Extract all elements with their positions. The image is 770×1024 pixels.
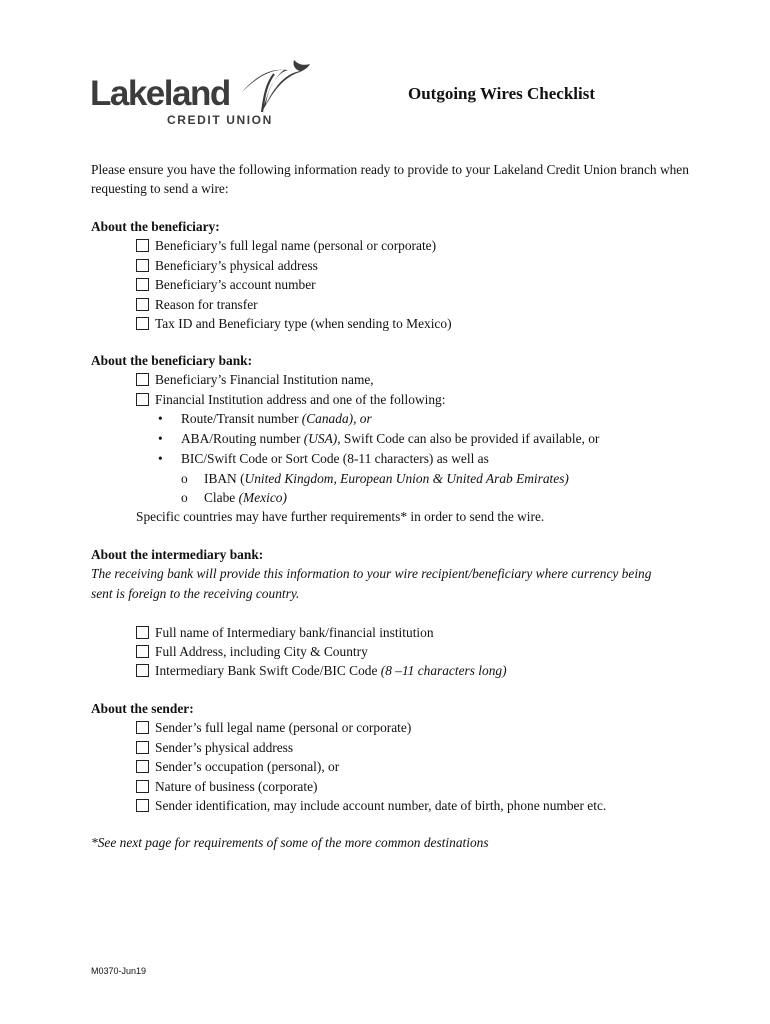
checklist-item — [91, 642, 711, 661]
bullet-text: Route/Transit number — [181, 411, 302, 427]
checklist-item — [91, 738, 711, 757]
bullet-text: ABA/Routing number — [181, 430, 304, 446]
checklist-item — [91, 295, 711, 314]
checklist-item — [91, 796, 711, 815]
checklist-item-label: Financial Institution address and one of the following: — [155, 391, 446, 407]
checklist-item-label: Beneficiary’s physical address — [155, 257, 318, 273]
page-title: Outgoing Wires Checklist — [408, 84, 596, 103]
checkbox[interactable] — [136, 393, 149, 406]
checklist-item-label: Nature of business (corporate) — [155, 778, 318, 794]
beneficiary-bank-section — [91, 351, 711, 527]
intermediary-description: The receiving bank will provide this information to your wire recipient/beneficiary where currency being sent is foreign to the receiving country. — [91, 566, 652, 601]
checkbox[interactable] — [136, 799, 149, 812]
checklist-item — [91, 370, 711, 389]
checkbox[interactable] — [136, 741, 149, 754]
beneficiary-heading: About the beneficiary: — [91, 219, 220, 234]
intermediary-bank-section — [91, 545, 711, 681]
checklist-item-label: Full Address, including City & Country — [155, 643, 368, 659]
sub-bullet-italic-text: (Mexico) — [238, 489, 287, 505]
checkbox[interactable] — [136, 259, 149, 272]
sender-heading: About the sender: — [91, 701, 194, 716]
checklist-item-label: Reason for transfer — [155, 296, 258, 312]
checklist-item — [91, 623, 711, 642]
checklist-item — [91, 236, 711, 255]
checklist-item-label: Sender’s physical address — [155, 739, 294, 755]
logo-subtitle: CREDIT UNION — [167, 113, 273, 127]
bullet-item — [91, 409, 711, 429]
intro-paragraph: Please ensure you have the following information ready to provide to your Lakeland Credit Union branch when requesting to send a wire: — [91, 162, 689, 197]
bullet-icon: • — [158, 450, 163, 466]
checkbox[interactable] — [136, 278, 149, 291]
beneficiary-section — [91, 217, 711, 333]
checklist-item-label: Beneficiary’s full legal name (personal or corporate) — [155, 238, 437, 254]
swan-swoosh-icon — [240, 58, 310, 116]
beneficiary-bank-heading: About the beneficiary bank: — [91, 353, 253, 368]
checklist-item — [91, 757, 711, 776]
sender-section — [91, 699, 711, 815]
checklist-item-label: Sender’s full legal name (personal or corporate) — [155, 720, 412, 736]
form-code: M0370-Jun19 — [91, 966, 147, 976]
bullet-icon: • — [158, 411, 163, 427]
bullet-rest-text: Swift Code can also be provided if available, or — [340, 430, 600, 446]
sub-bullet-italic-text: United Kingdom, European Union & United Arab Emirates) — [244, 470, 569, 486]
checkbox[interactable] — [136, 760, 149, 773]
checklist-item-label: Sender’s occupation (personal), or — [155, 759, 340, 775]
footnote: *See next page for requirements of some of the more common destinations — [91, 835, 489, 850]
lakeland-logo — [90, 58, 310, 130]
checkbox[interactable] — [136, 645, 149, 658]
checklist-item — [91, 390, 711, 409]
bullet-italic-text: (USA), — [303, 430, 341, 446]
checklist-item-label: Beneficiary’s account number — [155, 277, 316, 293]
sub-bullet-text: IBAN ( — [204, 470, 245, 486]
circle-bullet-icon: o — [181, 489, 188, 505]
checkbox[interactable] — [136, 373, 149, 386]
sub-bullet-text: Clabe — [204, 489, 239, 505]
checkbox[interactable] — [136, 780, 149, 793]
requirements-note: Specific countries may have further requirements* in order to send the wire. — [136, 509, 545, 525]
checklist-item — [91, 275, 711, 294]
checklist-item — [91, 718, 711, 737]
checklist-item — [91, 314, 711, 333]
checklist-item-label: Full name of Intermediary bank/financial institution — [155, 624, 434, 640]
sub-bullet-item — [91, 469, 711, 488]
checkbox[interactable] — [136, 239, 149, 252]
checklist-item-italic: (8 –11 characters long) — [380, 663, 507, 679]
circle-bullet-icon: o — [181, 470, 188, 486]
checkbox[interactable] — [136, 721, 149, 734]
bullet-item — [91, 449, 711, 469]
checklist-item — [91, 256, 711, 275]
checklist-item-label: Intermediary Bank Swift Code/BIC Code — [155, 663, 381, 679]
sub-bullet-item — [91, 488, 711, 507]
checklist-item-label: Beneficiary’s Financial Institution name, — [155, 372, 374, 388]
bullet-item — [91, 429, 711, 449]
checklist-item — [91, 661, 711, 680]
logo-wordmark: Lakeland — [90, 74, 230, 113]
intermediary-bank-heading: About the intermediary bank: — [91, 547, 264, 562]
checkbox[interactable] — [136, 626, 149, 639]
bullet-icon: • — [158, 430, 163, 446]
bullet-text: BIC/Swift Code or Sort Code (8-11 characters) as well as — [181, 450, 489, 466]
checklist-item-label: Sender identification, may include account number, date of birth, phone number etc. — [155, 797, 607, 813]
checklist-item — [91, 777, 711, 796]
checkbox[interactable] — [136, 317, 149, 330]
checklist-item-label: Tax ID and Beneficiary type (when sending to Mexico) — [155, 315, 452, 331]
checkbox[interactable] — [136, 298, 149, 311]
bullet-italic-text: (Canada), or — [301, 411, 372, 427]
checkbox[interactable] — [136, 664, 149, 677]
